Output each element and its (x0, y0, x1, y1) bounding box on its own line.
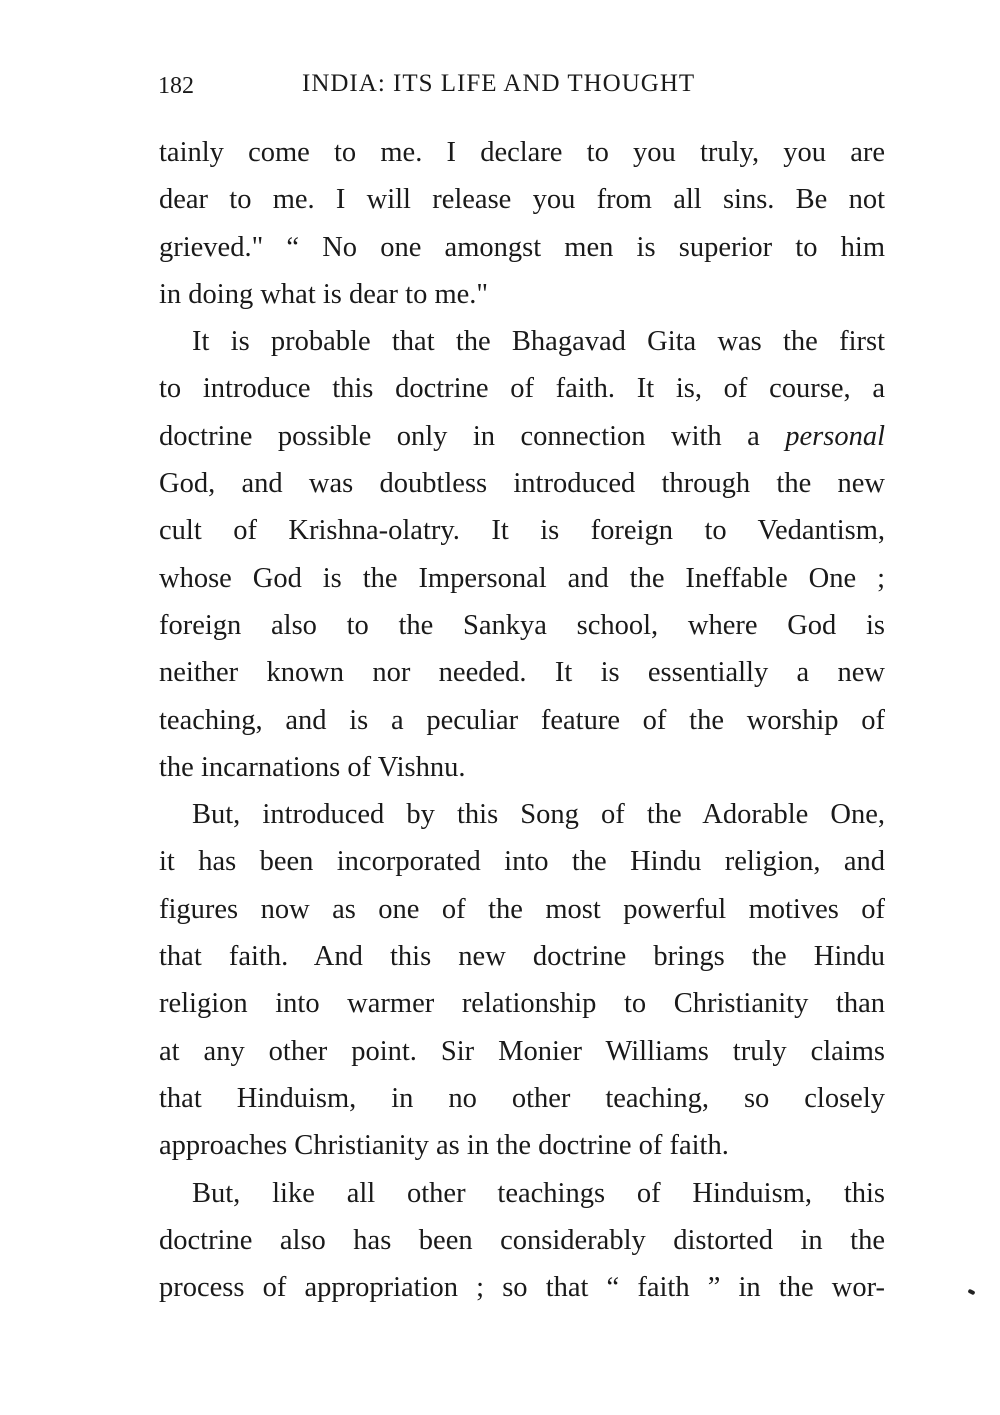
text-line: in doing what is dear to me." (159, 278, 489, 310)
running-head (158, 70, 888, 104)
italic-word-personal: personal (785, 420, 885, 452)
text-line: process of appropriation ; so that “ faith ” in the wor- (159, 1272, 885, 1304)
text-line: at any other point. Sir Monier Williams truly claims (159, 1035, 885, 1067)
text-line: religion into warmer relationship to Christianity than (159, 988, 885, 1020)
text-line: God, and was doubtless introduced through the new (159, 468, 885, 500)
text-line: dear to me. I will release you from all sins. Be not (159, 184, 885, 216)
text-line: it has been incorporated into the Hindu religion, and (159, 846, 885, 878)
text-line: teaching, and is a peculiar feature of the worship of (159, 704, 885, 736)
text-line: But, like all other teachings of Hinduism, this (192, 1177, 885, 1209)
running-title: INDIA: ITS LIFE AND THOUGHT (302, 70, 696, 97)
text-line: figures now as one of the most powerful motives of (159, 893, 885, 925)
text-line: to introduce this doctrine of faith. It is, of course, a (159, 373, 885, 405)
text-line: tainly come to me. I declare to you truly, you are (159, 137, 885, 168)
ink-mark (967, 1289, 975, 1296)
text-line: neither known nor needed. It is essentially a new (159, 657, 885, 689)
text-line-with-emphasis (159, 413, 885, 460)
text-segment: doctrine possible only in connection with a (159, 420, 786, 452)
text-line: grieved." “ No one amongst men is superior to him (159, 231, 885, 263)
text-line: cult of Krishna-olatry. It is foreign to Vedantism, (159, 515, 885, 547)
text-line: whose God is the Impersonal and the Ineffable One ; (159, 562, 885, 594)
text-line: doctrine also has been considerably distorted in the (159, 1224, 885, 1256)
text-line: It is probable that the Bhagavad Gita was the first (192, 326, 885, 358)
page-number: 182 (158, 73, 194, 99)
text-line: But, introduced by this Song of the Adorable One, (192, 799, 885, 831)
text-line: approaches Christianity as in the doctrine of faith. (159, 1130, 729, 1162)
body-text (159, 129, 885, 1311)
text-line: the incarnations of Vishnu. (159, 751, 466, 783)
text-line: foreign also to the Sankya school, where God is (159, 609, 885, 641)
text-line: that Hinduism, in no other teaching, so closely (159, 1082, 885, 1114)
text-line: that faith. And this new doctrine brings the Hindu (159, 941, 885, 973)
